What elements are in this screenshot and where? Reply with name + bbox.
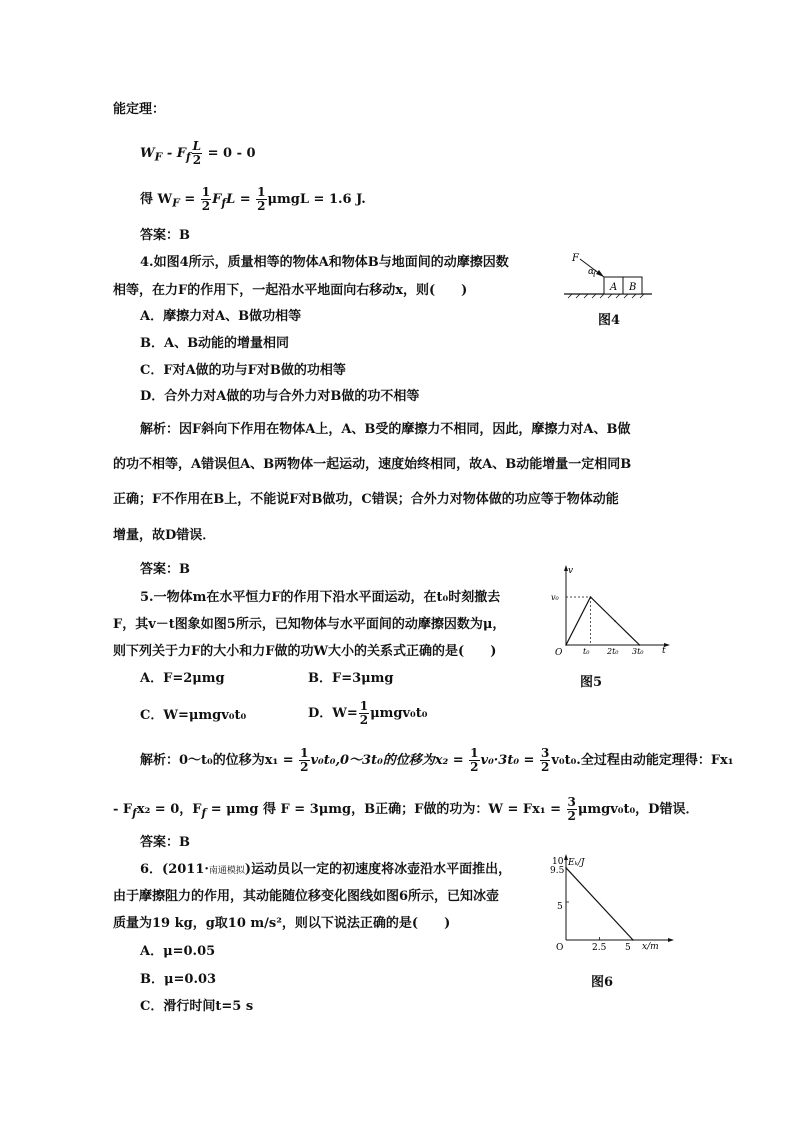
q4-solution-line3: 正确；F不作用在B上，不能说F对B做功，C错误；合外力对物体做的功应等于物体动能 [113,492,619,507]
ek-chart-svg [548,852,678,954]
q5-sol1-frac3 [540,747,550,774]
q5-stem-line3: 则下列关于力F的大小和力F做的功W大小的关系式正确的是( ) [113,644,497,659]
eq2-l: L = [226,192,256,207]
q5-stem-line2: F，其v－t图象如图5所示，已知物体与水平面间的动摩擦因数为μ， [113,617,506,632]
ek-x-tick-5: 5 [625,943,631,953]
q5-sol2-c: x₂ = 0，F [136,802,202,817]
block-a-label: A [610,282,618,293]
q5-sol2-frac [567,796,577,823]
ek-y-tick-10: 10 [552,857,564,867]
force-label: F [572,253,579,264]
q5-sol1-frac1-den: 2 [300,760,309,774]
eq1-rest: = 0 - 0 [203,146,256,161]
q5-sol2-frac-num: 3 [567,795,576,809]
ek-y-tick-9-5: 9.5 [550,866,565,876]
q5-sol1-frac1-num: 1 [300,746,309,760]
q5-answer: 答案：B [140,835,190,850]
q6-stem-line3: 质量为19 kg，g取10 m/s²，则以下说法正确的是( ) [113,916,451,931]
q5-stem-line1: 5.一物体m在水平恒力F的作用下沿水平面运动，在t₀时刻撤去 [140,590,501,605]
q5-opt-d-post: μmgv₀t₀ [370,706,428,721]
vt-point-0 [565,644,567,646]
vt-x-tick-t0: t₀ [583,647,590,655]
q5-opt-d-pre: D．W= [308,706,358,721]
q5-sol2-frac-den: 2 [567,809,576,823]
eq2-frac1-num: 1 [201,185,211,199]
q4-option-b: B．A、B动能的增量相同 [140,336,290,351]
ek-series-line [566,868,633,940]
q5-sol2-d: f [201,806,207,820]
ek-y-tick-5: 5 [557,902,563,912]
q4-solution-line4: 增量，故D错误． [113,528,216,543]
eq1-fraction [192,140,202,167]
q5-option-b: B．F=3μmg [308,671,394,686]
vt-point-2 [614,620,616,622]
vt-origin-label: O [555,648,563,655]
ek-y-label: Eₖ/J [568,858,585,868]
q4-option-d: D．合外力对A做的功与合外力对B做的功不相等 [140,389,420,404]
figure-4-caption: 图4 [598,313,621,328]
q5-sol2-b: f [132,806,137,820]
eq2-sub-f: F [172,196,180,210]
eq2-frac1 [201,186,211,213]
q6-option-b: B．μ=0.03 [140,972,217,987]
ek-point-0 [565,867,567,869]
vt-series-line [566,597,640,645]
q4-stem-line2: 相等，在力F的作用下，一起沿水平地面向右移动x，则( ) [113,283,468,298]
vt-x-tick-3t0: 3t₀ [632,647,644,655]
q5-opt-d-den: 2 [359,713,369,727]
q4-answer: 答案：B [140,562,190,577]
vt-x-tick-2t0: 2t₀ [607,647,619,655]
eq1-frac-num: L [192,139,202,153]
eq2-ff: F [212,192,222,207]
q5-sol1-c: v₀·3t₀ = [480,753,539,768]
q5-option-c: C．W=μmgv₀t₀ [140,708,247,723]
force-arrowhead [596,270,604,277]
vt-y-tick-v0: v₀ [551,593,559,602]
q5-option-a: A．F=2μmg [140,671,225,686]
q6-option-a: A．μ=0.05 [140,944,216,959]
vt-chart-svg [548,563,673,655]
q5-sol1-d: v₀t₀.全过程由动能定理得：Fx₁ [551,753,734,768]
q5-sol1-a: 解析：0～t₀的位移为x₁ = [140,753,299,768]
eq2-eq: = [179,192,200,207]
q4-solution-line1: 解析：因F斜向下作用在物体A上，A、B受的摩擦力不相同，因此，摩擦力对A、B做 [140,422,631,437]
q6-option-c: C．滑行时间t=5 s [140,999,254,1014]
q5-sol1-frac2 [469,747,479,774]
eq2-lead: 得 W [140,192,173,207]
q5-sol2-e: = μmg 得 F = 3μmg，B正确；F做的功为：W = Fx₁ = [206,802,566,817]
answer-top: 答案：B [140,228,190,243]
equation-2 [140,186,366,213]
q4-stem-line1: 4.如图4所示，质量相等的物体A和物体B与地面间的动摩擦因数 [140,255,509,270]
eq1-ff: - F [162,146,186,161]
q5-opt-d-frac [359,700,369,727]
eq1-frac-den: 2 [192,153,202,167]
q6-source: 南通模拟 [208,866,245,876]
eq2-frac1-den: 2 [201,199,211,213]
eq2-frac2-num: 1 [257,185,266,199]
q6-line1-b: )运动员以一定的初速度将冰壶沿水平面推出， [244,862,512,877]
vt-y-label: v [568,566,574,576]
eq2-frac2-den: 2 [257,199,266,213]
q5-sol1-frac1 [299,747,309,774]
q6-stem-line2: 由于摩擦阻力的作用，其动能随位移变化图线如图6所示，已知冰壶 [113,889,500,904]
q5-solution-line1 [140,747,734,774]
figure-6-caption: 图6 [591,975,614,990]
q5-sol1-frac3-num: 3 [540,746,550,760]
eq1-w-sub: F [154,150,163,164]
q5-option-d [308,700,427,727]
q5-solution-line2 [113,796,698,823]
eq2-rest: μmgL = 1.6 J. [267,192,366,207]
figure-4-diagram [558,248,658,300]
angle-label: α [588,267,595,277]
heading-energy-theorem: 能定理： [113,102,166,117]
q6-stem-line1 [140,861,511,880]
eq2-frac2 [256,186,266,213]
q5-sol2-a: - F [113,802,133,817]
vt-x-label: t [662,646,666,655]
ek-x-arrow [668,938,674,942]
q4-option-c: C．F对A做的功与F对B做的功相等 [140,363,346,378]
angle-arc [594,270,596,277]
block-b-label: B [629,282,637,293]
q5-sol1-frac3-den: 2 [540,760,550,774]
ek-origin-label: O [556,943,564,953]
q6-line1-a: 6．(2011· [140,862,209,877]
q5-opt-d-num: 1 [359,699,369,713]
figure-5-vt-chart [548,563,673,655]
q4-option-a: A．摩擦力对A、B做功相等 [140,309,302,324]
equation-1 [140,140,256,167]
ek-x-label: x/m [642,942,659,952]
eq2-ff-sub: f [221,196,227,210]
q5-sol2-g: μmgv₀t₀，D错误． [577,802,699,817]
ground-hatch [568,294,644,298]
vt-point-3 [639,644,641,646]
eq1-ff-sub: f [186,150,191,164]
ek-x-tick-2-5: 2.5 [592,943,607,953]
ek-point-1 [632,939,634,941]
figure-5-caption: 图5 [580,675,603,690]
q5-sol1-frac2-num: 1 [470,746,479,760]
eq1-w: W [140,146,155,161]
q5-sol1-frac2-den: 2 [470,760,479,774]
q5-sol1-b: v₀t₀,0～3t₀的位移为x₂ = [310,753,469,768]
q4-solution-line2: 的功不相等，A错误但A、B两物体一起运动，速度始终相同，故A、B动能增量一定相同B [113,457,632,472]
figure-6-ek-chart [548,852,678,954]
